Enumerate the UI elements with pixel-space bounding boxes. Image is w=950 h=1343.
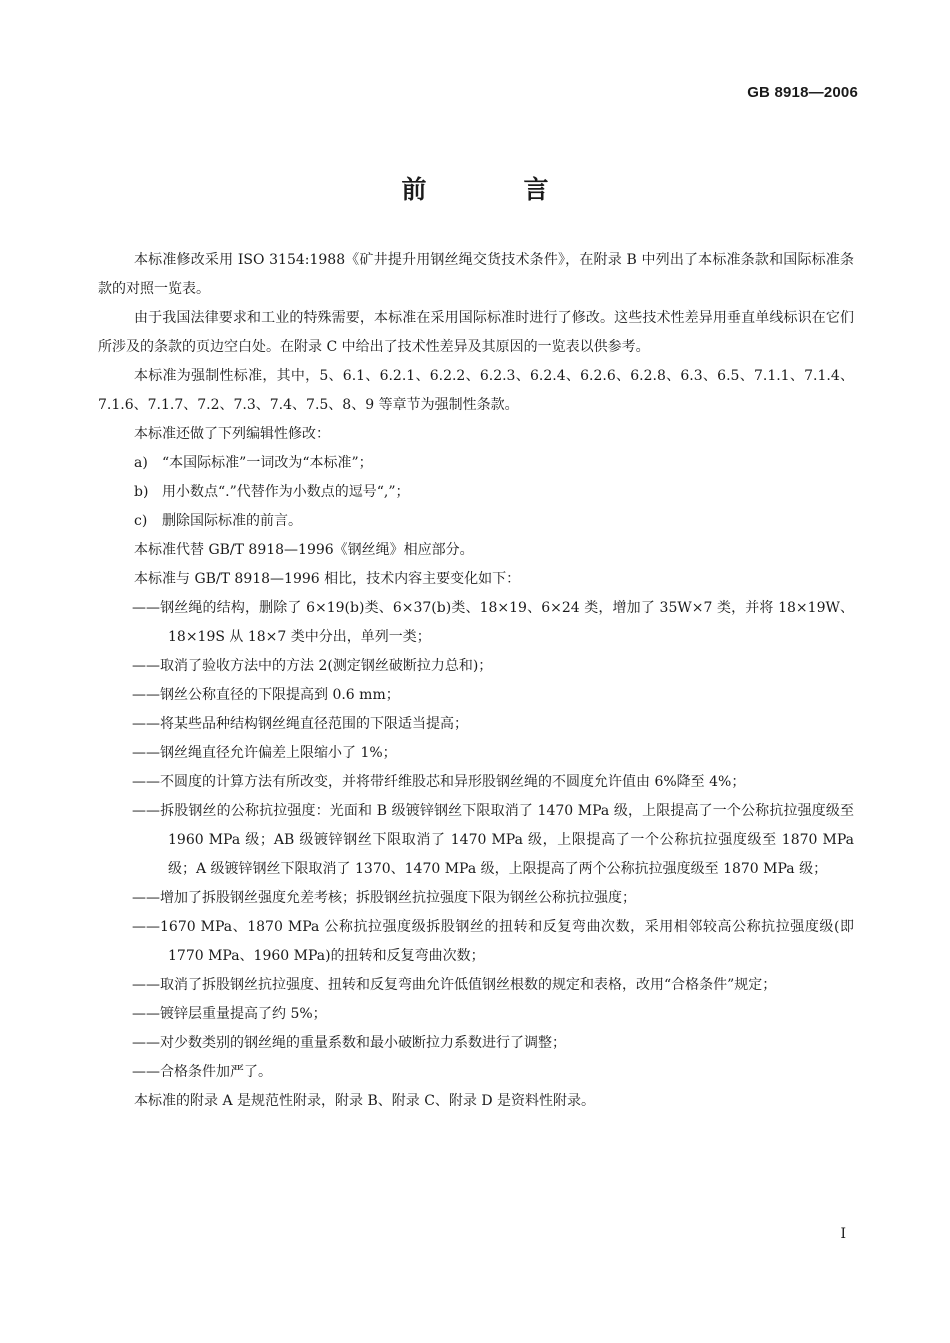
page-number: I <box>840 1226 846 1242</box>
list-item <box>98 478 854 507</box>
change-item: ——取消了拆股钢丝抗拉强度、扭转和反复弯曲允许低值钢丝根数的规定和表格，改用“合格条件”规定； <box>132 977 777 993</box>
list-item <box>98 507 854 536</box>
list-item-label: b) <box>134 484 149 500</box>
change-item: ——合格条件加严了。 <box>132 1064 272 1080</box>
change-item: ——不圆度的计算方法有所改变，并将带纤维股芯和异形股钢丝绳的不圆度允许值由 6%降至 4%； <box>132 774 746 790</box>
list-item-text: “本国际标准”一词改为“本标准”； <box>162 455 373 471</box>
change-item: ——将某些品种结构钢丝绳直径范围的下限适当提高； <box>132 716 468 732</box>
change-item: ——增加了拆股钢丝强度允差考核；拆股钢丝抗拉强度下限为钢丝公称抗拉强度； <box>132 890 636 906</box>
paragraph: 本标准与 GB/T 8918—1996 相比，技术内容主要变化如下： <box>134 571 521 587</box>
paragraph: 由于我国法律要求和工业的特殊需要，本标准在采用国际标准时进行了修改。这些技术性差异用垂直单线标识在它们所涉及的条款的页边空白处。在附录 C 中给出了技术性差异及其原因的一览表以供参考。 <box>98 310 854 355</box>
change-item: ——拆股钢丝的公称抗拉强度：光面和 B 级镀锌钢丝下限取消了 1470 MPa 级，上限提高了一个公称抗拉强度级至 1960 MPa 级；AB 级镀锌钢丝下限取消了 1470 MPa 级，上限提高了一个公称抗拉强度级至 1870 MPa 级；A 级镀锌钢丝下限取消了 1370、1470 MPa 级，上限提高了两个公称抗拉强度级至 1870 MPa 级； <box>132 803 854 877</box>
paragraph: 本标准代替 GB/T 8918—1996《钢丝绳》相应部分。 <box>134 542 474 558</box>
change-item: ——钢丝公称直径的下限提高到 0.6 mm； <box>132 687 400 703</box>
change-item: ——钢丝绳的结构，删除了 6×19(b)类、6×37(b)类、18×19、6×24 类，增加了 35W×7 类，并将 18×19W、18×19S 从 18×7 类中分出，单列一类； <box>132 600 854 645</box>
list-item-text: 用小数点“.”代替作为小数点的逗号“,”； <box>162 484 410 500</box>
change-item: ——1670 MPa、1870 MPa 公称抗拉强度级拆股钢丝的扭转和反复弯曲次数，采用相邻较高公称抗拉强度级(即 1770 MPa、1960 MPa)的扭转和反复弯曲次数； <box>132 919 854 964</box>
paragraph: 本标准的附录 A 是规范性附录，附录 B、附录 C、附录 D 是资料性附录。 <box>134 1093 596 1109</box>
change-item: ——对少数类别的钢丝绳的重量系数和最小破断拉力系数进行了调整； <box>132 1035 566 1051</box>
list-item-label: c) <box>134 513 148 529</box>
paragraph: 本标准为强制性标准，其中，5、6.1、6.2.1、6.2.2、6.2.3、6.2.4、6.2.6、6.2.8、6.3、6.5、7.1.1、7.1.4、7.1.6、7.1.7、7.2、7.3、7.4、7.5、8、9 等章节为强制性条款。 <box>98 368 854 413</box>
page-title: 前 言 <box>401 175 585 204</box>
change-item: ——取消了验收方法中的方法 2(测定钢丝破断拉力总和)； <box>132 658 493 674</box>
foreword-body <box>98 246 854 1116</box>
change-item: ——镀锌层重量提高了约 5%； <box>132 1006 327 1022</box>
change-item: ——钢丝绳直径允许偏差上限缩小了 1%； <box>132 745 397 761</box>
paragraph: 本标准修改采用 ISO 3154:1988《矿井提升用钢丝绳交货技术条件》，在附录 B 中列出了本标准条款和国际标准条款的对照一览表。 <box>98 252 854 297</box>
paragraph: 本标准还做了下列编辑性修改： <box>134 426 330 442</box>
standard-code: GB 8918—2006 <box>747 84 858 101</box>
list-item-text: 删除国际标准的前言。 <box>162 513 302 529</box>
list-item-label: a) <box>134 455 148 471</box>
list-item <box>98 449 854 478</box>
